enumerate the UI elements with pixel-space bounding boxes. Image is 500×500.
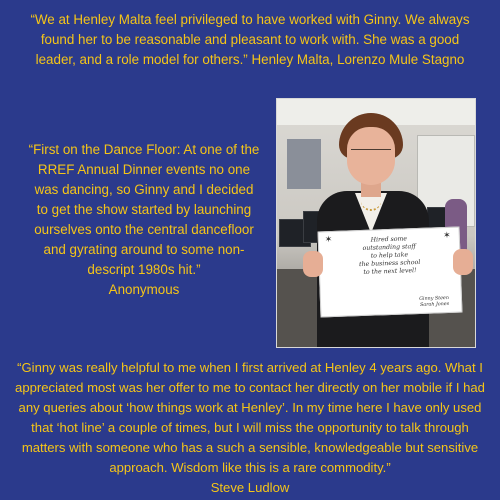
quote-text: “First on the Dance Floor: At one of the RREF Annual Dinner events no one was dancing, so Ginny and I decided to get the show started by launching ourselves onto the central dancefloor and gyrating around to some non-descript 1980s hit.” <box>28 142 260 277</box>
sign-line: outstanding staff <box>362 243 416 252</box>
handwritten-sign <box>318 227 463 318</box>
quote-attribution: Steve Ludlow <box>210 480 290 495</box>
quote-text: “Ginny was really helpful to me when I first arrived at Henley 4 years ago. What I appreciated most was her offer to me to contact her directly on her mobile if I had any queries about ‘how things work at Henley’. In my time here I have only used that ‘hot line’ a couple of times, but I will miss the opportunity to talk through matters with someone who has a such a sensible, knowledgeable but sensitive approach. Wisdom like this is a rare commodity.” <box>15 360 485 475</box>
photo-woman-left-hand <box>303 251 323 277</box>
star-icon: ✶ <box>443 230 451 242</box>
star-icon: ✶ <box>324 234 333 246</box>
sign-line: to the next level! <box>363 267 417 276</box>
portrait-photo <box>276 98 476 348</box>
sign-line: the business school <box>358 258 421 269</box>
quote-dance-floor <box>28 140 260 300</box>
photo-wall-poster <box>287 139 321 189</box>
quote-attribution: Anonymous <box>108 282 180 297</box>
photo-woman-right-hand <box>453 249 473 275</box>
sign-line: Hired some <box>370 235 408 244</box>
sign-signature-line: Sarah Jones <box>419 301 450 308</box>
sign-line: to help take <box>370 251 409 260</box>
quote-text: “We at Henley Malta feel privileged to have worked with Ginny. We always found her to be reasonable and pleasant to work with. She was a good leader, and a role model for others.” Henley Malta, Lorenzo Mule Stagno <box>30 12 470 67</box>
quote-steve-ludlow <box>14 358 486 498</box>
quote-henley-malta <box>20 10 480 70</box>
sign-signature-line: Ginny Steen <box>419 295 450 302</box>
glasses-icon <box>351 149 391 158</box>
sign-signature <box>419 296 449 309</box>
